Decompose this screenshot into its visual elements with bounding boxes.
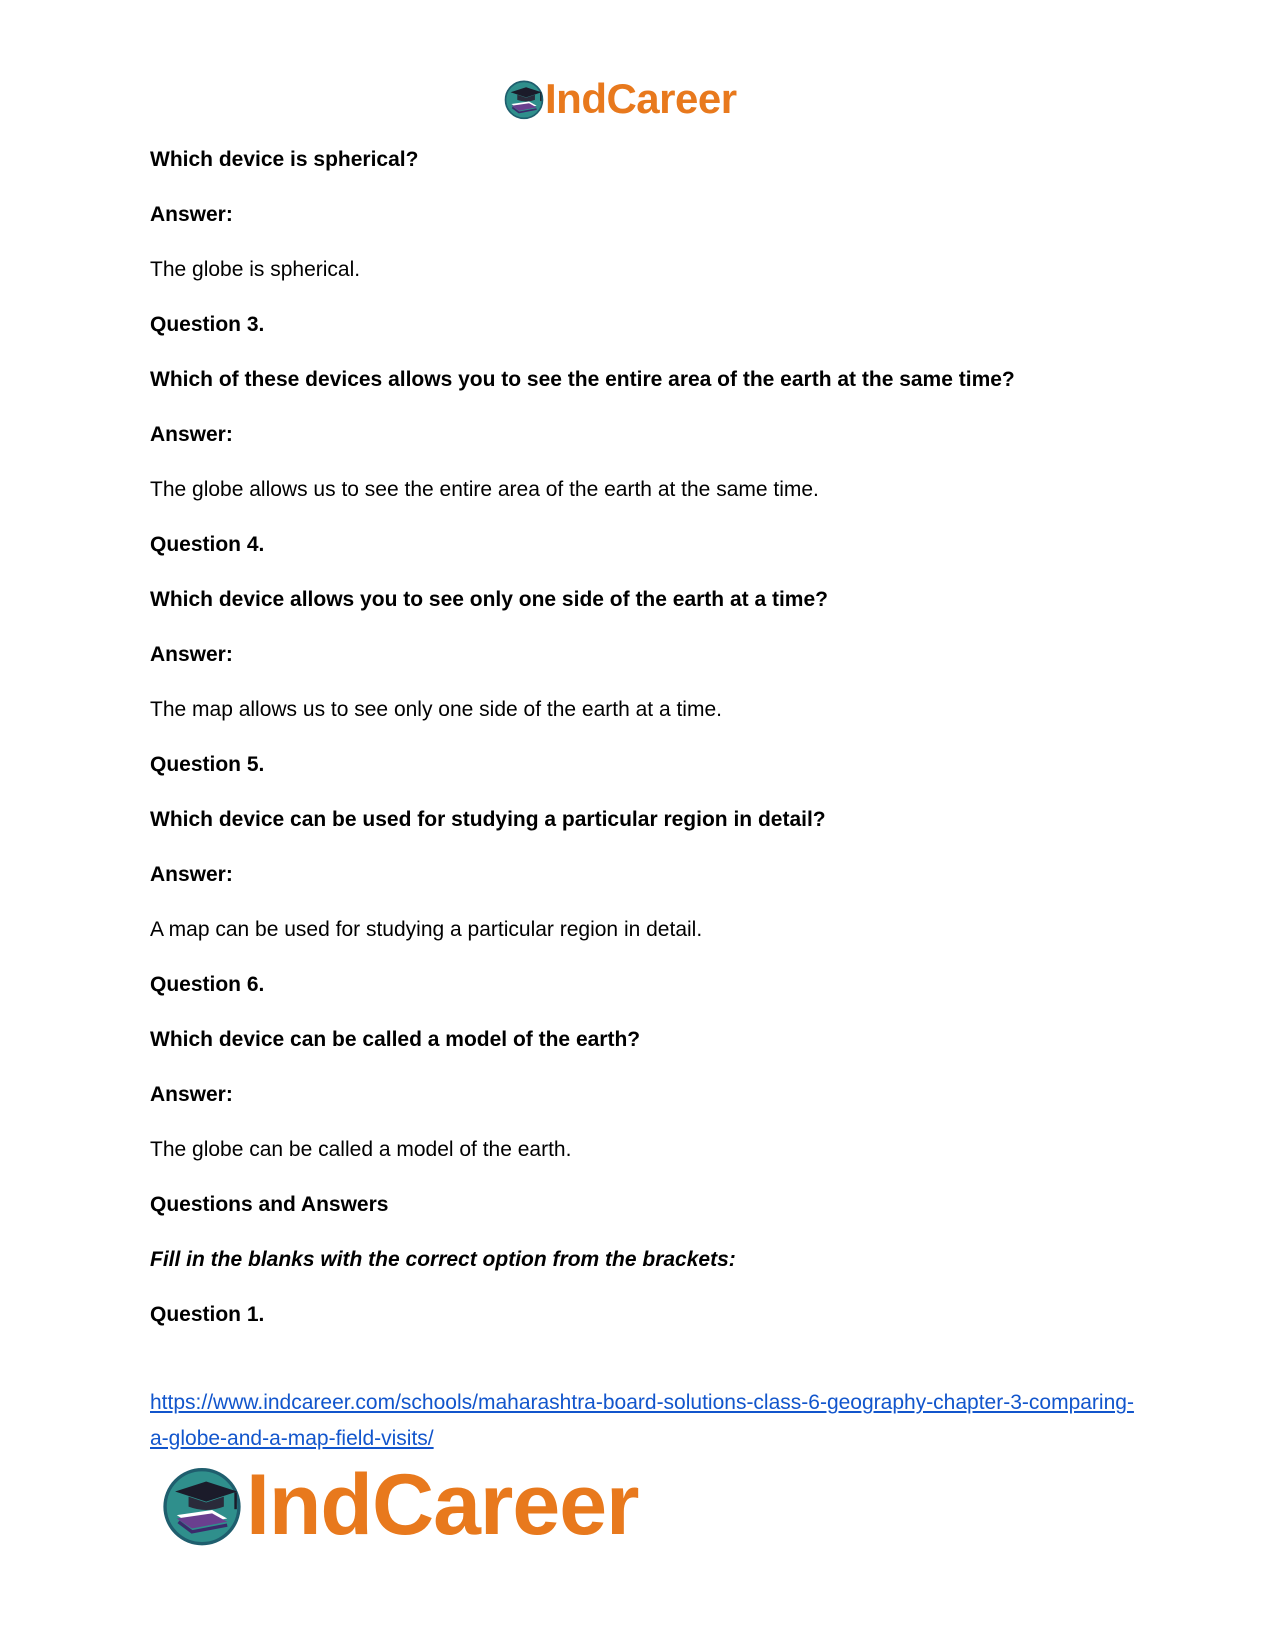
graduation-cap-book-globe-icon	[503, 78, 545, 120]
footer-logo	[160, 1457, 639, 1553]
instruction-text: Fill in the blanks with the correct option from the brackets:	[150, 1248, 736, 1271]
document-body	[150, 146, 1150, 1356]
answer-text: The globe can be called a model of the earth.	[150, 1138, 572, 1161]
question-number: Question 4.	[150, 533, 265, 556]
question-text: Which of these devices allows you to see the entire area of the earth at the same time?	[150, 368, 1015, 391]
answer-text: The globe allows us to see the entire area of the earth at the same time.	[150, 478, 819, 501]
logo-wordmark: IndCareer	[545, 75, 737, 122]
question-number: Question 5.	[150, 753, 265, 776]
answer-label: Answer:	[150, 203, 233, 226]
header-logo	[503, 75, 737, 122]
question-text: Which device allows you to see only one side of the earth at a time?	[150, 588, 828, 611]
question-text: Which device is spherical?	[150, 148, 419, 171]
logo-wordmark: IndCareer	[246, 1457, 639, 1553]
question-text: Questions and Answers	[150, 1193, 389, 1216]
question-number: Question 3.	[150, 313, 265, 336]
graduation-cap-book-globe-icon	[160, 1463, 244, 1547]
source-url-link[interactable]: https://www.indcareer.com/schools/maharashtra-board-solutions-class-6-geography-chapter-3-comparing-a-globe-and-a-map-field-visits/	[150, 1391, 1134, 1450]
answer-text: The map allows us to see only one side of the earth at a time.	[150, 698, 722, 721]
answer-label: Answer:	[150, 643, 233, 666]
answer-text: The globe is spherical.	[150, 258, 361, 281]
answer-text: A map can be used for studying a particular region in detail.	[150, 918, 703, 941]
answer-label: Answer:	[150, 863, 233, 886]
question-text: Which device can be used for studying a particular region in detail?	[150, 808, 826, 831]
question-number: Question 1.	[150, 1303, 265, 1326]
answer-label: Answer:	[150, 1083, 233, 1106]
question-text: Which device can be called a model of the earth?	[150, 1028, 641, 1051]
question-number: Question 6.	[150, 973, 265, 996]
answer-label: Answer:	[150, 423, 233, 446]
